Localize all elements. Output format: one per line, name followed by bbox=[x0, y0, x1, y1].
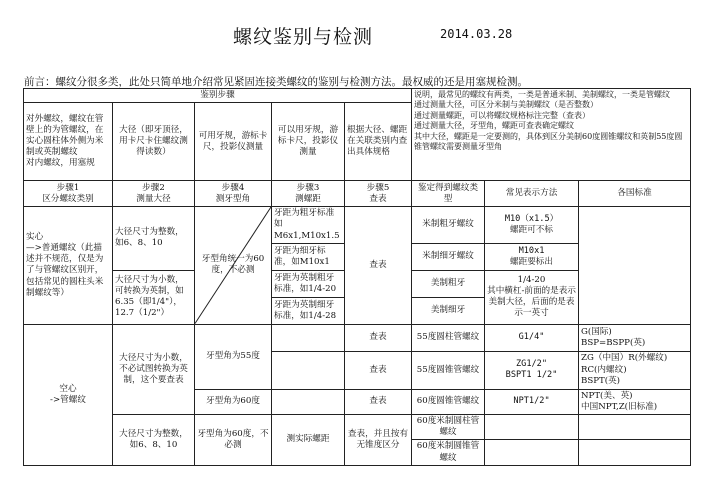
header-step3: 步骤3 测螺距 bbox=[272, 181, 345, 207]
std-npt: NPT(美、英) 中国NPT,Z(旧标准) bbox=[579, 389, 691, 414]
hollow-pitch-empty-1 bbox=[272, 324, 345, 351]
std-empty-4 bbox=[579, 415, 691, 440]
pitch-note: 可以用牙规，游标卡尺，投影仪测量 bbox=[272, 103, 345, 181]
mark-bsp: G1/4" bbox=[485, 324, 579, 351]
solid-angle-text: 牙型角统一为60度，不必测 bbox=[201, 254, 265, 276]
header-step1: 步骤1 区分螺纹类别 bbox=[24, 181, 113, 207]
hollow-lookup-3: 查表 bbox=[345, 389, 412, 414]
type-bspt: 55度圆锥管螺纹 bbox=[412, 351, 485, 389]
type-us-coarse: 美制粗牙 bbox=[412, 270, 485, 297]
solid-angle-cell bbox=[195, 207, 272, 325]
mark-npt: NPT1/2" bbox=[485, 389, 579, 414]
header-notation: 常见表示方法 bbox=[485, 181, 579, 207]
steps-header: 鉴别步骤 bbox=[24, 89, 412, 103]
pitch-fine: 牙距为细牙标准，如M10x1 bbox=[272, 243, 345, 270]
mark-empty-5 bbox=[485, 440, 579, 465]
solid-standard-empty bbox=[579, 207, 691, 325]
type-us-fine: 美制细牙 bbox=[412, 297, 485, 324]
mark-empty-4 bbox=[485, 415, 579, 440]
type-bsp: 55度圆柱管螺纹 bbox=[412, 324, 485, 351]
angle-60-optional: 牙型角为60度，不必测 bbox=[195, 415, 272, 466]
type-metric-parallel-pipe: 60度米制圆柱管螺纹 bbox=[412, 415, 485, 440]
std-bspt: ZG（中国）R(外螺纹) RC(内螺纹) BSPT(英) bbox=[579, 351, 691, 389]
hollow-lookup-2: 查表 bbox=[345, 351, 412, 389]
pitch-us-fine: 牙距为英制细牙标准，如1/4-28 bbox=[272, 297, 345, 324]
intro-text: 前言：螺纹分很多类，此处只简单地介绍常见紧固连接类螺纹的鉴别与检测方法。最权威的还是用塞规检测。 bbox=[24, 76, 528, 88]
type-metric-taper-pipe: 60度米制圆锥管螺纹 bbox=[412, 440, 485, 465]
type-metric-fine: 米制细牙螺纹 bbox=[412, 243, 485, 270]
hollow-pitch-empty-2 bbox=[272, 351, 345, 389]
hollow-lookup-1: 查表 bbox=[345, 324, 412, 351]
header-step5: 步骤5 查表 bbox=[345, 181, 412, 207]
std-bsp: G(国际) BSP=BSPP(英) bbox=[579, 324, 691, 351]
solid-major-imperial: 大径尺寸为小数，可转换为英制，如6.35（即1/4"），12.7（1/2"） bbox=[113, 270, 195, 324]
notes-cell: 说明，最常见的螺纹有两类，一类是普通米制、美制螺纹，一类是管螺纹 通过测量大径，可区分米制与美制螺纹（是否整数） 通过测量螺距，可以将螺纹规格标注完整（查表） 通过测量大径，牙型角，螺距可查表确定螺纹 其中大径，螺距是一定要测的，具体到区分美制60度圆锥螺纹和英制55度圆锥管螺纹需要测量牙型角 bbox=[412, 89, 691, 181]
title-bar bbox=[0, 22, 702, 50]
lookup-by-taper: 查表，并且按有无锥度区分 bbox=[345, 415, 412, 466]
angle-55: 牙型角为55度 bbox=[195, 324, 272, 389]
type-npt: 60度圆锥管螺纹 bbox=[412, 389, 485, 414]
hollow-major-imperial: 大径尺寸为小数，不必试图转换为英制，这个要查表 bbox=[113, 324, 195, 414]
hollow-major-metric: 大径尺寸为整数，如6、8、10 bbox=[113, 415, 195, 466]
solid-major-metric: 大径尺寸为整数，如6、8、10 bbox=[113, 207, 195, 271]
thread-angle-note: 可用牙规，游标卡尺，投影仪测量 bbox=[195, 103, 272, 181]
mark-us: 1/4-20 其中横杠-前面的是表示美制大径，后面的是表示一英寸 bbox=[485, 270, 579, 324]
pitch-us-coarse: 牙距为英制粗牙标准，如1/4-20 bbox=[272, 270, 345, 297]
header-standards: 各国标准 bbox=[579, 181, 691, 207]
mark-metric-coarse: M10（x1.5） 螺距可不标 bbox=[485, 207, 579, 244]
pitch-measure: 测实际螺距 bbox=[272, 415, 345, 466]
lookup-note: 根据大径、螺距在关联类别内查出具体规格 bbox=[345, 103, 412, 181]
left-note: 对外螺纹，螺纹在管壁上的为管螺纹，在实心圆柱体外侧为米制或英制螺纹 对内螺纹，用塞规 bbox=[24, 103, 113, 181]
header-thread-type: 鉴定得到螺纹类型 bbox=[412, 181, 485, 207]
header-step4: 步骤4 测牙型角 bbox=[195, 181, 272, 207]
angle-60: 牙型角为60度 bbox=[195, 389, 272, 414]
pitch-coarse: 牙距为粗牙标准如M6x1,M10x1.5 bbox=[272, 207, 345, 244]
document-date: 2014.03.28 bbox=[440, 27, 513, 41]
mark-bspt: ZG1/2" BSPT1 1/2" bbox=[485, 351, 579, 389]
page-title: 螺纹鉴别与检测 bbox=[233, 26, 374, 48]
solid-lookup: 查表 bbox=[345, 207, 412, 325]
type-metric-coarse: 米制粗牙螺纹 bbox=[412, 207, 485, 244]
thread-identification-table bbox=[23, 88, 691, 466]
hollow-category: 空心 ->管螺纹 bbox=[24, 324, 113, 465]
mark-metric-fine: M10x1 螺距要标出 bbox=[485, 243, 579, 270]
hollow-pitch-empty-3 bbox=[272, 389, 345, 414]
solid-category: 实心 —>普通螺纹（此描述并不规范，仅是为了与管螺纹区别开，包括常见的圆柱头米制螺纹等） bbox=[24, 207, 113, 325]
major-diameter-note: 大径（即牙顶径，用卡尺卡住螺纹测得读数） bbox=[113, 103, 195, 181]
std-empty-5 bbox=[579, 440, 691, 465]
header-step2: 步骤2 测量大径 bbox=[113, 181, 195, 207]
